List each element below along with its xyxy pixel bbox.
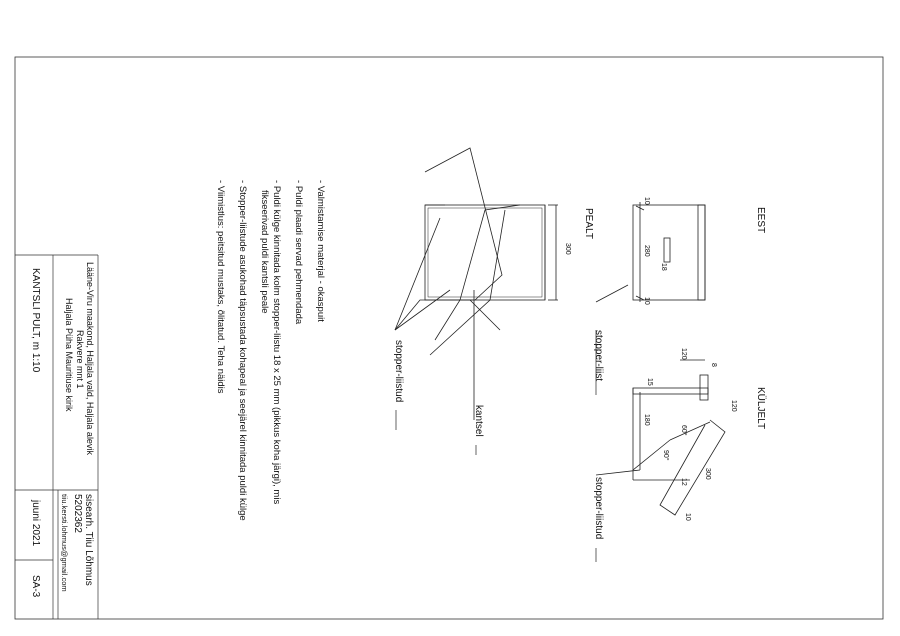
front-dim-10-top: 10 [643,197,650,205]
note-2: - Puldi plaadi servad pehmendada [293,180,304,325]
side-view [596,360,725,515]
note-5: - Viimistlus: peitsitud mustaks, õlitatud. Teha näidis [215,180,226,394]
side-dim-10: 10 [684,513,691,521]
side-dim-60deg: 60° [680,425,687,436]
side-dim-8: 8 [710,363,717,367]
author-email: tiiu.kersti.lohmus@gmail.com [60,494,69,592]
location-line-2: Rakvere mnt 1 [75,330,85,389]
author-phone: 5202362 [72,494,83,533]
top-view-title: PEALT [583,208,594,239]
stopper-list-label: stopper-liist [593,330,604,382]
front-dim-280: 280 [643,245,650,257]
stopper-listud-top-label: stopper-liistud [393,340,404,403]
author-name: sisearh. Tiiu Lõhmus [83,494,94,586]
note-3-cont: fikseerivad puldi kantsli peale [259,190,270,314]
front-dim-10-bottom: 10 [643,297,650,305]
side-dim-12: 12 [680,478,687,486]
location-line-1: Lääne-Viru maakond, Haljala vald, Haljala alevik [85,262,95,455]
front-view-title: EEST [755,207,766,234]
side-dim-180: 180 [643,414,650,426]
side-dim-15: 15 [646,378,653,386]
location-line-3: Haljala Püha Mauritiuse kirik [64,298,74,412]
side-dim-300: 300 [704,468,711,480]
side-view-title: KÜLJELT [755,387,766,430]
side-dim-90deg: 90° [662,450,669,461]
note-4: - Stopper-liistude asukohad täpsustada kohapeal ja seejärel kinnitada puldi külge [237,180,248,521]
stopper-listud-side-label: stopper-liistud [593,477,604,540]
front-dim-18: 18 [660,263,667,271]
top-dim-300: 300 [564,243,571,255]
note-3: - Puldi külge kinnitada kolm stopper-liistu 18 x 25 mm (pikkus koha järgi), mis [271,180,282,505]
kantsel-label: kantsel [473,405,484,437]
drawing-title: KANTSLI PULT, m 1:10 [30,268,41,373]
note-1: - Valmistamise materjal - okaspuit [315,180,326,322]
sheet-number: SA-3 [30,575,41,598]
side-dim-120-right: 120 [730,400,737,412]
side-dim-120-top: 120 [680,348,687,360]
drawing-date: juuni 2021 [30,500,41,547]
top-view [395,148,558,420]
